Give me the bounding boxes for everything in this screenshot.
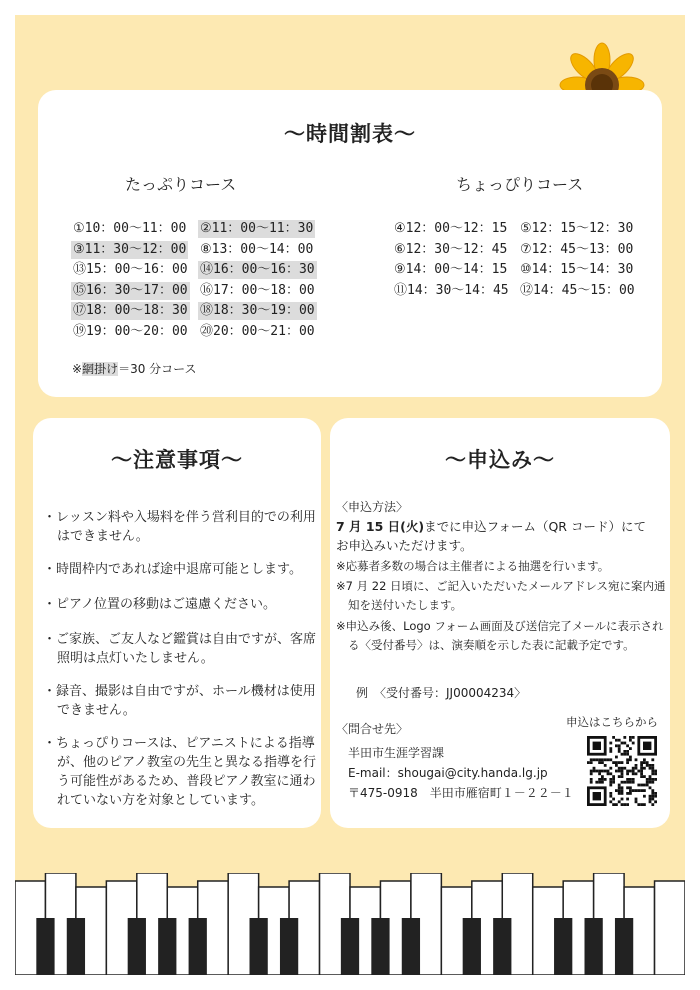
receipt-example: 例 〈受付番号：JJ00004234〉 bbox=[356, 686, 527, 700]
time-slot: ⑰18：00～18：30 bbox=[73, 303, 188, 318]
time-slot: ⑮16：30～17：00 bbox=[73, 282, 188, 298]
contact-email[interactable]: E-mail：shougai@city.handa.lg.jp bbox=[348, 766, 548, 780]
time-slot: ⑪14：30～14：45 bbox=[394, 282, 509, 298]
note-item: ・ご家族、ご友人など鑑賞は自由ですが、客席照明は点灯いたしません。 bbox=[43, 632, 317, 666]
contact-dept: 半田市生涯学習課 bbox=[348, 746, 445, 760]
schedule-card bbox=[38, 90, 662, 397]
time-slot: ⑫14：45～15：00 bbox=[520, 282, 635, 298]
course-short-title: ちょっぴりコース bbox=[456, 175, 584, 194]
schedule-title: ～時間割表～ bbox=[284, 122, 416, 146]
footnote-mark: ※ bbox=[72, 362, 83, 376]
footnote-rest: ＝30 分コース bbox=[118, 362, 197, 376]
note-item: ・時間枠内であれば途中退席可能とします。 bbox=[43, 562, 302, 577]
time-slot: ⑩14：15～14：30 bbox=[520, 262, 634, 277]
qr-code[interactable] bbox=[587, 736, 657, 806]
time-slot: ⑥12：30～12：45 bbox=[394, 241, 508, 257]
time-slot: ①10：00～11：00 bbox=[73, 221, 187, 236]
note-item: ・レッスン料や入場料を伴う営利目的での利用はできません。 bbox=[43, 510, 316, 544]
course-full-title: たっぷりコース bbox=[125, 175, 237, 194]
time-slot: ⑤12：15～12：30 bbox=[520, 221, 634, 236]
deadline-date: 7 月 15 日(火) bbox=[336, 519, 425, 534]
qr-label: 申込はこちらから bbox=[566, 715, 658, 729]
piano-keys-decoration bbox=[15, 873, 685, 975]
footnote-highlight: 網掛け bbox=[82, 362, 119, 376]
schedule-footnote bbox=[72, 360, 197, 377]
contact-heading: 〈問合せ先〉 bbox=[336, 722, 409, 736]
apply-note: ※7 月 22 日頃に、ご記入いただいたメールアドレス宛に案内通知を送付いたします。 bbox=[336, 579, 666, 612]
time-slot: ⑭16：00～16：30 bbox=[200, 262, 315, 277]
time-slot: ⑨14：00～14：15 bbox=[394, 262, 508, 277]
notes-card bbox=[33, 418, 321, 828]
time-slot: ③11：30～12：00 bbox=[73, 241, 187, 257]
deadline-line bbox=[336, 517, 646, 536]
time-slot: ⑬15：00～16：00 bbox=[73, 262, 188, 277]
apply-title: ～申込み～ bbox=[445, 448, 555, 472]
apply-note: ※申込み後、Logo フォーム画面及び送信完了メールに表示される〈受付番号〉は、演奏順を示した表に記載予定です。 bbox=[336, 619, 664, 652]
time-slot: ⑧13：00～14：00 bbox=[200, 241, 314, 257]
method-heading: 〈申込方法〉 bbox=[336, 500, 409, 514]
note-item: ・ピアノ位置の移動はご遠慮ください。 bbox=[43, 597, 276, 612]
time-slot: ⑳20：00～21：00 bbox=[200, 323, 315, 339]
notes-title: ～注意事項～ bbox=[111, 448, 243, 472]
apply-note: ※応募者多数の場合は主催者による抽選を行います。 bbox=[336, 559, 610, 573]
note-item: ・録音、撮影は自由ですが、ホール機材は使用できません。 bbox=[43, 684, 316, 718]
apply-card bbox=[330, 418, 670, 828]
time-slot: ⑦12：45～13：00 bbox=[520, 241, 634, 257]
contact-address: 〒475-0918 半田市雁宿町１－２２－１ bbox=[348, 786, 574, 800]
time-slot: ⑱18：30～19：00 bbox=[200, 303, 315, 318]
deadline-rest: までに申込フォーム（QR コード）にて bbox=[424, 519, 646, 534]
flyer-page bbox=[15, 15, 685, 975]
note-item: ・ちょっぴりコースは、ピアニストによる指導が、他のピアノ教室の先生と異なる指導を行う可能性があるため、普段ピアノ教室に通われていない方を対象としています。 bbox=[43, 736, 316, 808]
deadline-line-2: お申込みいただけます。 bbox=[336, 538, 473, 553]
time-slot: ②11：00～11：30 bbox=[200, 221, 314, 236]
time-slot: ⑲19：00～20：00 bbox=[73, 323, 188, 339]
time-slot: ⑯17：00～18：00 bbox=[200, 282, 315, 298]
time-slot: ④12：00～12：15 bbox=[394, 221, 508, 236]
